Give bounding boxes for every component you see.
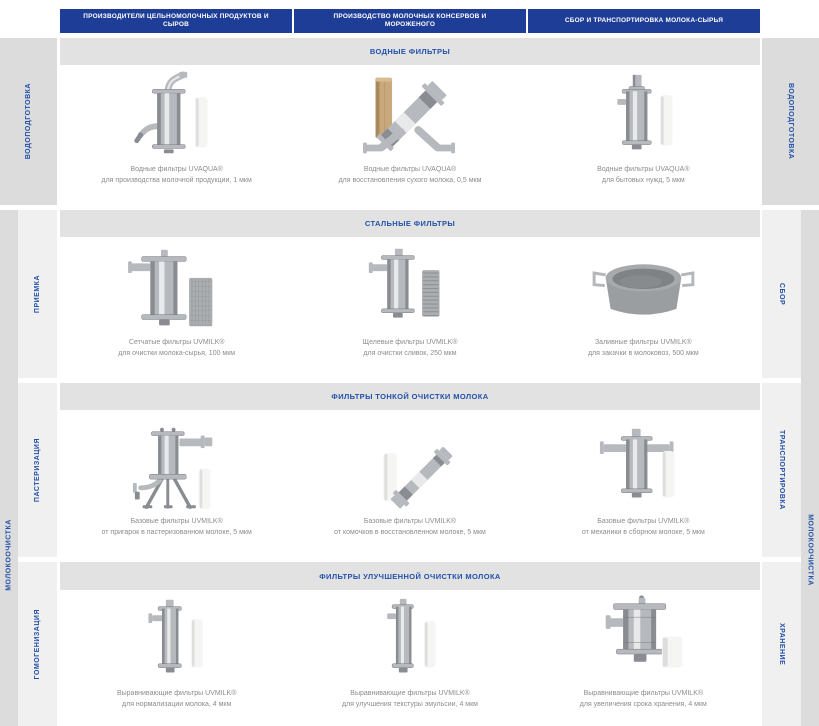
product-caption <box>534 338 753 360</box>
right-rail-storage <box>762 562 801 726</box>
section-title: ФИЛЬТРЫ ТОНКОЙ ОЧИСТКИ МОЛОКА <box>331 392 489 401</box>
rail-label: ТРАНСПОРТИРОВКА <box>778 430 785 510</box>
right-rail-transportation <box>762 383 801 557</box>
product-caption <box>300 517 519 539</box>
product-description: для нормализации молока, 4 мкм <box>122 700 232 708</box>
product-name: Водные фильтры UVAQUA® <box>363 166 457 173</box>
product-row <box>60 410 760 557</box>
product-description: от пригарок в пастеризованном молоке, 5 мкм <box>101 528 252 536</box>
product-illustration <box>109 410 244 514</box>
right-rail-milk-cleaning <box>801 210 819 726</box>
product-card[interactable] <box>60 590 293 726</box>
product-caption <box>67 338 286 360</box>
product-card[interactable] <box>293 237 526 378</box>
left-rail-milk-cleaning <box>0 210 18 726</box>
product-card[interactable] <box>293 66 526 205</box>
product-card[interactable] <box>527 66 760 205</box>
product-illustration <box>342 237 477 335</box>
product-illustration <box>342 590 477 686</box>
product-card[interactable] <box>293 590 526 726</box>
product-name: Водные фильтры UVAQUA® <box>597 166 690 173</box>
product-name: Выравнивающие фильтры UVMILK® <box>583 690 704 697</box>
product-name: Базовые фильтры UVMILK® <box>130 518 223 525</box>
header-col-producers: ПРОИЗВОДИТЕЛИ ЦЕЛЬНОМОЛОЧНЫХ ПРОДУКТОВ И СЫРОВ <box>60 9 292 33</box>
product-row <box>60 237 760 378</box>
product-name: Сетчатые фильтры UVMILK® <box>128 339 225 346</box>
product-illustration <box>576 410 711 514</box>
product-illustration <box>342 410 477 514</box>
product-card[interactable] <box>60 66 293 205</box>
product-name: Базовые фильтры UVMILK® <box>597 518 690 525</box>
product-name: Водные фильтры UVAQUA® <box>130 166 223 173</box>
rail-label: ГОМОГЕНИЗАЦИЯ <box>34 608 41 680</box>
product-name: Заливные фильтры UVMILK® <box>594 339 692 346</box>
rail-label: МОЛОКООЧИСТКА <box>806 514 814 586</box>
product-caption <box>67 165 286 187</box>
rail-label: ВОДОПОДГОТОВКА <box>25 83 32 160</box>
product-card[interactable] <box>293 410 526 557</box>
product-row <box>60 590 760 726</box>
product-description: для очистки сливок, 250 мкм <box>363 349 457 357</box>
rail-label: СБОР <box>778 282 785 306</box>
header-bar <box>60 9 760 33</box>
rail-label: ВОДОПОДГОТОВКА <box>787 83 794 160</box>
product-row <box>60 66 760 205</box>
product-description: от механики в сборном молоке, 5 мкм <box>581 528 705 536</box>
product-name: Выравнивающие фильтры UVMILK® <box>350 690 470 697</box>
product-name: Базовые фильтры UVMILK® <box>363 518 457 525</box>
section-title-band <box>60 562 760 590</box>
product-illustration <box>109 237 244 335</box>
section-title-band <box>60 210 760 237</box>
product-name: Выравнивающие фильтры UVMILK® <box>116 690 237 697</box>
product-illustration <box>342 66 477 162</box>
product-caption <box>67 689 286 711</box>
product-description: для улучшения текстуры эмульсии, 4 мкм <box>341 700 478 708</box>
product-caption <box>534 165 753 187</box>
product-caption <box>67 517 286 539</box>
product-illustration <box>576 237 711 335</box>
product-card[interactable] <box>60 237 293 378</box>
left-rail-homogenization <box>18 562 57 726</box>
product-description: для закачки в молоковоз, 500 мкм <box>587 349 699 357</box>
rail-label: МОЛОКООЧИСТКА <box>5 519 13 591</box>
section-title: ВОДНЫЕ ФИЛЬТРЫ <box>369 47 451 56</box>
product-card[interactable] <box>527 590 760 726</box>
product-caption <box>300 165 519 187</box>
header-col-transport: СБОР И ТРАНСПОРТИРОВКА МОЛОКА-СЫРЬЯ <box>528 9 760 33</box>
product-illustration <box>576 66 711 162</box>
product-description: для увеличения срока хранения, 4 мкм <box>579 700 707 708</box>
product-name: Щелевые фильтры UVMILK® <box>362 339 458 346</box>
product-description: для очистки молока-сырья, 100 мкм <box>118 349 236 357</box>
rail-label: ХРАНЕНИЕ <box>778 622 785 666</box>
product-caption <box>300 689 519 711</box>
left-rail-pasteurization <box>18 383 57 557</box>
product-illustration <box>109 590 244 686</box>
product-caption <box>300 338 519 360</box>
product-card[interactable] <box>527 237 760 378</box>
product-card[interactable] <box>60 410 293 557</box>
right-rail-collection <box>762 210 801 378</box>
header-col-canned: ПРОИЗВОДСТВО МОЛОЧНЫХ КОНСЕРВОВ И МОРОЖЕНОГО <box>294 9 526 33</box>
section-title-band <box>60 38 760 65</box>
section-title: ФИЛЬТРЫ УЛУЧШЕННОЙ ОЧИСТКИ МОЛОКА <box>319 571 501 581</box>
rail-label: ПРИЕМКА <box>34 274 41 314</box>
right-rail-water-prep <box>762 38 819 205</box>
rail-label: ПАСТЕРИЗАЦИЯ <box>34 437 41 503</box>
product-description: для бытовых нужд, 5 мкм <box>601 176 685 184</box>
product-description: для восстановления сухого молока, 0,5 мкм <box>338 176 482 184</box>
left-rail-water-prep <box>0 38 57 205</box>
left-rail-reception <box>18 210 57 378</box>
product-illustration <box>576 590 711 686</box>
product-illustration <box>109 66 244 162</box>
product-caption <box>534 517 753 539</box>
product-description: от комочков в восстановленном молоке, 5 мкм <box>334 528 486 536</box>
product-description: для производства молочной продукции, 1 мкм <box>101 176 252 184</box>
section-title-band <box>60 383 760 410</box>
product-caption <box>534 689 753 711</box>
product-card[interactable] <box>527 410 760 557</box>
section-title: СТАЛЬНЫЕ ФИЛЬТРЫ <box>364 219 456 228</box>
